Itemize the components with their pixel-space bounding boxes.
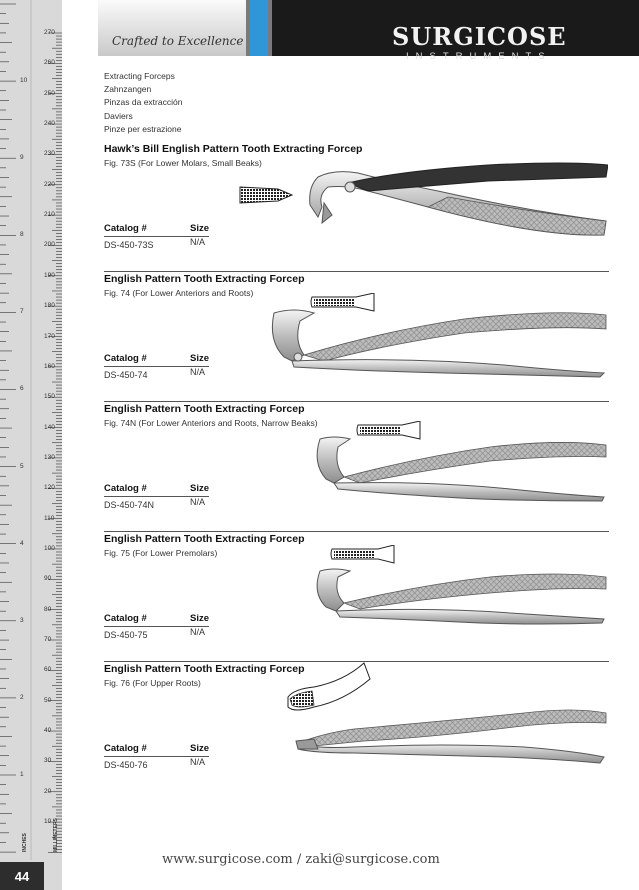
forcep-image	[310, 433, 610, 513]
size-value: N/A	[190, 367, 206, 377]
beak-detail-image	[238, 183, 294, 207]
ruler-inch-label: 1	[20, 770, 24, 778]
ruler-mm-label: 150	[44, 393, 55, 401]
ruler-mm-label: 40	[44, 727, 52, 735]
ruler-inch-label: 7	[20, 308, 24, 316]
product-separator	[104, 271, 609, 272]
product-title: English Pattern Tooth Extracting Forcep	[104, 273, 305, 285]
ruler-inch-label: 6	[20, 385, 24, 393]
product-figure-caption: Fig. 74N (For Lower Anteriors and Roots, Narrow Beaks)	[104, 418, 318, 428]
ruler-mm-label: 180	[44, 302, 55, 310]
forcep-image	[294, 705, 609, 765]
size-value: N/A	[190, 757, 206, 767]
product-fig-75	[104, 533, 609, 663]
ruler-mm-label: 190	[44, 271, 55, 279]
catalog-number: DS-450-75	[104, 630, 148, 640]
ruler-caption-inches: INCHES	[22, 833, 28, 852]
ruler-mm-label: 230	[44, 150, 55, 158]
ruler-mm-label: 240	[44, 120, 55, 128]
ruler-mm-label: 50	[44, 696, 52, 704]
ruler-mm-label: 250	[44, 89, 55, 97]
ruler-inch-label: 2	[20, 693, 24, 701]
ruler-mm-label: 270	[44, 29, 55, 36]
catalog-label: Catalog #	[104, 613, 147, 624]
subtitle-spanish: Pinzas da extracción	[104, 97, 183, 108]
catalog-label: Catalog #	[104, 743, 147, 754]
product-fig-74	[104, 273, 609, 403]
ruler-mm-label: 80	[44, 605, 52, 613]
product-title: English Pattern Tooth Extracting Forcep	[104, 663, 305, 675]
subtitle-english: Extracting Forceps	[104, 71, 175, 81]
subtitle-german: Zahnzangen	[104, 84, 152, 95]
size-value: N/A	[190, 497, 206, 507]
ruler-mm-label: 140	[44, 423, 55, 431]
ruler-mm-label: 70	[44, 636, 52, 643]
product-separator	[104, 401, 609, 402]
product-figure-caption: Fig. 74 (For Lower Anteriors and Roots)	[104, 288, 254, 298]
ruler-mm-label: 110	[44, 514, 55, 522]
forcep-image	[310, 567, 610, 633]
ruler-mm-label: 90	[44, 575, 52, 583]
ruler-mm-label: 170	[44, 332, 55, 340]
ruler-caption-millimeters: MILLIMETERS	[53, 818, 59, 852]
subtitle-italian: Pinze per estrazione	[104, 123, 182, 134]
size-value: N/A	[190, 627, 206, 637]
ruler-mm-label: 130	[44, 453, 55, 461]
catalog-number: DS-450-74	[104, 370, 148, 380]
page-number: 44	[0, 862, 44, 890]
product-figure-caption: Fig. 73S (For Lower Molars, Small Beaks)	[104, 158, 262, 168]
product-separator	[104, 531, 609, 532]
category-subtitles	[104, 70, 182, 136]
size-label: Size	[190, 613, 210, 624]
catalog-number: DS-450-76	[104, 760, 148, 770]
product-title: English Pattern Tooth Extracting Forcep	[104, 533, 305, 545]
ruler-mm-label: 260	[44, 59, 55, 67]
catalog-number: DS-450-74N	[104, 500, 155, 510]
ruler-mm-label: 200	[44, 241, 55, 249]
ruler-inch-label: 10	[20, 77, 28, 84]
product-figure-caption: Fig. 75 (For Lower Premolars)	[104, 548, 218, 558]
ruler-mm-label: 220	[44, 180, 55, 188]
catalog-number: DS-450-73S	[104, 240, 154, 250]
ruler-mm-label: 20	[44, 787, 52, 795]
brand-logo: SURGICOSE	[392, 22, 567, 51]
size-label: Size	[190, 483, 210, 494]
product-title: English Pattern Tooth Extracting Forcep	[104, 403, 305, 415]
ruler-mm-label: 120	[44, 484, 55, 492]
header-accent-stripe	[250, 0, 268, 56]
ruler-ticks	[0, 0, 62, 890]
forcep-image	[288, 157, 608, 243]
header-stripe	[268, 0, 272, 56]
size-value: N/A	[190, 237, 206, 247]
subtitle-french: Daviers	[104, 110, 133, 121]
ruler-inch-label: 8	[20, 231, 24, 239]
product-fig-74n	[104, 403, 609, 533]
ruler-mm-label: 60	[44, 666, 52, 674]
catalog-label: Catalog #	[104, 223, 147, 234]
product-figure-caption: Fig. 76 (For Upper Roots)	[104, 678, 201, 688]
brand-subtitle: INSTRUMENTS	[406, 51, 552, 62]
ruler-inch-label: 3	[20, 616, 24, 624]
size-label: Size	[190, 353, 210, 364]
ruler-inch-label: 4	[20, 539, 24, 547]
product-fig-73s	[104, 143, 609, 273]
size-label: Size	[190, 223, 210, 234]
ruler-mm-label: 210	[44, 211, 55, 219]
footer-contact: www.surgicose.com / zaki@surgicose.com	[162, 852, 440, 867]
tagline: Crafted to Excellence	[112, 34, 244, 48]
ruler-mm-label: 160	[44, 362, 55, 370]
ruler-inch-label: 9	[20, 154, 24, 162]
size-label: Size	[190, 743, 210, 754]
ruler-mm-label: 100	[44, 544, 55, 552]
catalog-label: Catalog #	[104, 483, 147, 494]
ruler-mm-label: 10	[44, 818, 52, 826]
beak-detail-image	[330, 545, 396, 565]
forcep-image	[264, 301, 609, 381]
product-fig-76	[104, 663, 609, 793]
measuring-ruler	[0, 0, 62, 890]
ruler-mm-label: 30	[44, 757, 52, 765]
catalog-label: Catalog #	[104, 353, 147, 364]
product-title: Hawk’s Bill English Pattern Tooth Extracting Forcep	[104, 143, 363, 155]
ruler-inch-label: 5	[20, 462, 24, 470]
